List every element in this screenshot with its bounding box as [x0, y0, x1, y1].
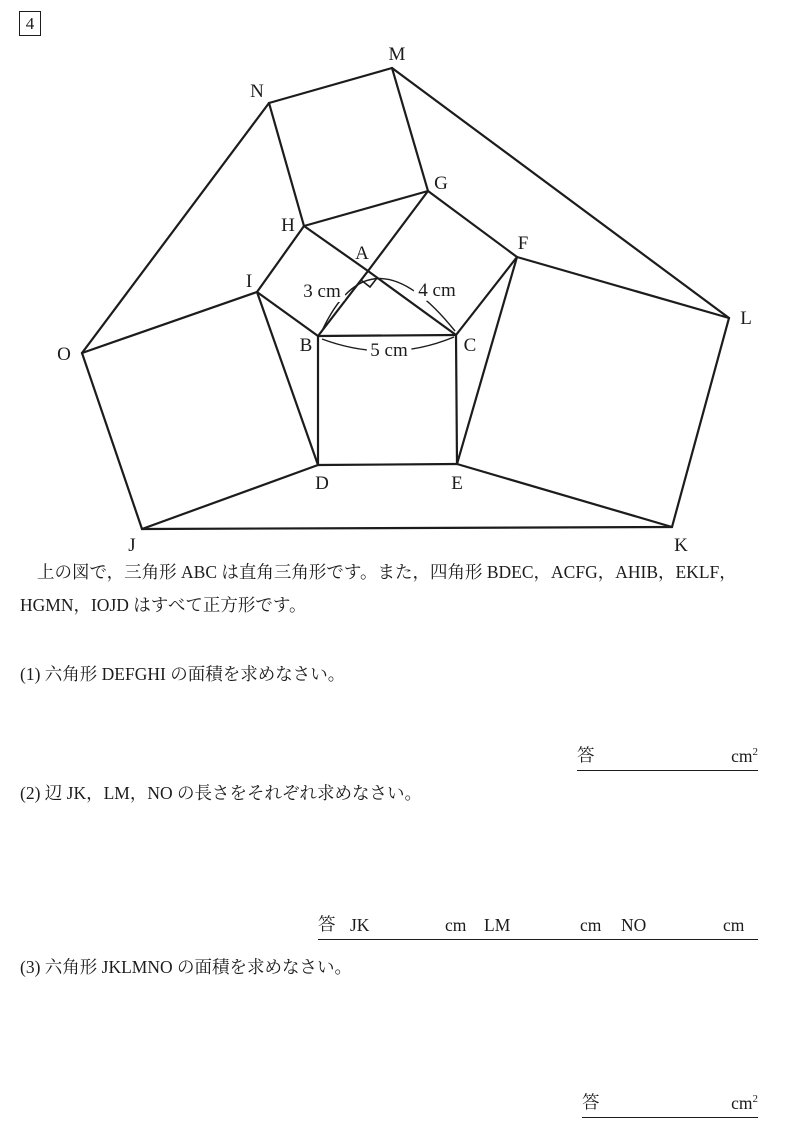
answer2-jk-label: JK	[350, 915, 370, 935]
geometry-figure	[0, 0, 800, 560]
answer2-no-unit: cm	[723, 915, 745, 935]
figure-edge-IO	[82, 292, 257, 353]
dimension-label-2: 4 cm	[418, 280, 456, 301]
vertex-label-J: J	[128, 535, 136, 556]
question-2: (2) 辺 JK，LM，NO の長さをそれぞれ求めなさい。	[20, 783, 423, 803]
intro-line-1: 上の図で，三角形 ABC は直角三角形です。また，四角形 BDEC，ACFG，AHIB，EKLF，	[37, 562, 737, 582]
intro-text	[20, 556, 785, 622]
vertex-label-N: N	[250, 81, 264, 102]
figure-edge-NH	[269, 103, 304, 226]
vertex-label-M: M	[388, 44, 406, 65]
figure-edge-FE	[457, 257, 517, 464]
figure-edge-FG	[428, 191, 517, 257]
figure-edge-CF	[456, 257, 517, 335]
problem-number: 4	[25, 13, 35, 33]
figure-edge-DE	[318, 464, 457, 465]
figure-edge-MN	[269, 68, 392, 103]
dimension-label-1: 3 cm	[303, 281, 341, 302]
figure-edge-OJ	[82, 353, 142, 529]
vertex-label-D: D	[315, 473, 329, 494]
figure-edge-JD	[142, 465, 318, 529]
figure-edge-EK	[457, 464, 672, 527]
figure-edge-LF	[517, 257, 729, 318]
vertex-label-H: H	[281, 215, 295, 236]
answer2-lm-label: LM	[484, 915, 511, 935]
answer-label-2: 答	[318, 914, 336, 934]
vertex-label-L: L	[740, 308, 752, 329]
figure-edge-JK	[142, 527, 672, 529]
figure-edge-BC	[318, 335, 456, 336]
answer-line-2	[318, 908, 758, 940]
answer-unit-1: $cm^2$	[731, 746, 758, 766]
answer-line-3	[582, 1087, 758, 1118]
answer2-jk-unit: cm	[445, 915, 467, 935]
dimension-label-3: 5 cm	[370, 340, 408, 361]
vertex-label-O: O	[57, 344, 71, 365]
intro-line-2: HGMN，IOJD はすべて正方形です。	[20, 595, 307, 615]
figure-edge-HG	[304, 191, 428, 226]
answer2-no-label: NO	[621, 915, 647, 935]
figure-edge-KL	[672, 318, 729, 527]
vertex-label-B: B	[299, 335, 313, 356]
answer-label-1: 答	[577, 745, 595, 765]
question-1: (1) 六角形 DEFGHI の面積を求めなさい。	[20, 664, 346, 684]
vertex-label-F: F	[517, 233, 529, 254]
figure-edge-NO	[82, 103, 269, 353]
vertex-label-K: K	[674, 535, 688, 556]
answer-unit-3: $cm^2$	[731, 1093, 758, 1113]
answer2-lm-unit: cm	[580, 915, 602, 935]
figure-edge-EC	[456, 335, 457, 464]
vertex-label-A: A	[355, 243, 369, 264]
vertex-label-E: E	[451, 473, 463, 494]
vertex-label-I: I	[245, 271, 253, 292]
answer-line-1	[577, 741, 758, 771]
figure-edge-GA	[368, 191, 428, 271]
answer-label-3: 答	[582, 1092, 600, 1112]
vertex-label-C: C	[463, 335, 477, 356]
vertex-label-G: G	[434, 173, 448, 194]
question-3: (3) 六角形 JKLMNO の面積を求めなさい。	[20, 957, 353, 977]
figure-edge-DI	[257, 292, 318, 465]
figure-edge-GM	[392, 68, 428, 191]
